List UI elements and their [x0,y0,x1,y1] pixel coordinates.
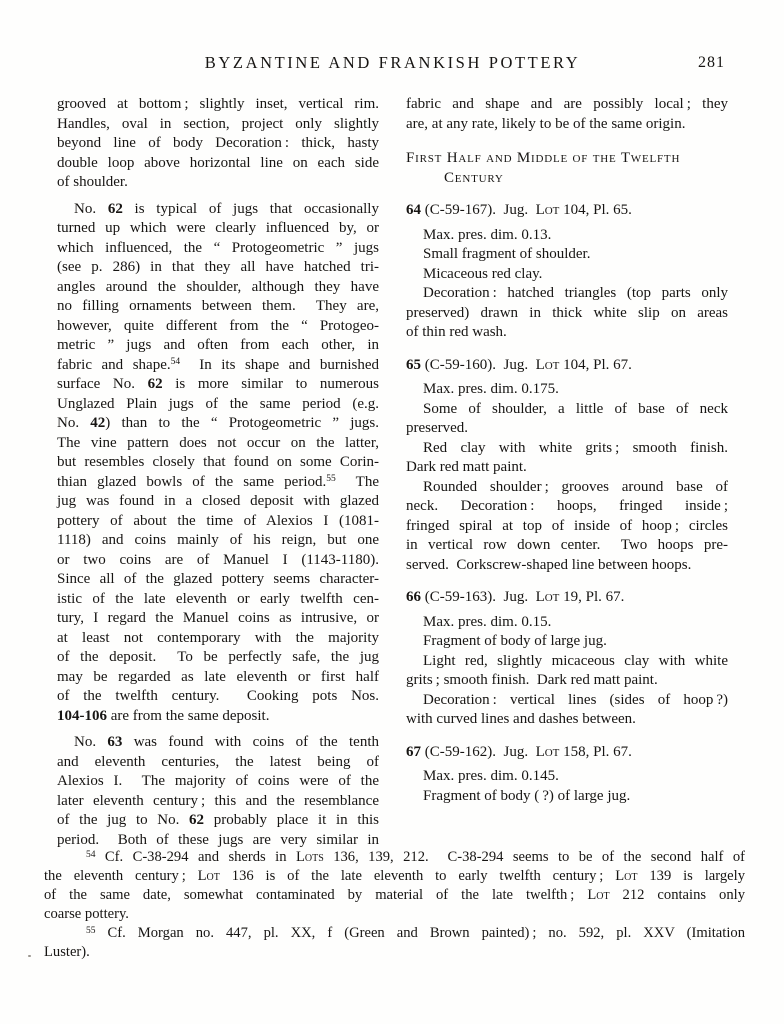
text-line: coarse pottery. [44,906,129,922]
catalog-entry [406,588,728,730]
text-line: of the twelfth century. Cooking pots Nos. [57,688,379,704]
text-line: Max. pres. dim. 0.13. [423,226,552,243]
paragraph [406,284,728,343]
paragraph [406,380,728,400]
text-line: beyond line of body Decoration : thick, hasty [57,135,379,151]
section-heading [406,149,728,188]
text-line: in vertical row down center. Two hoops pre- [406,537,728,553]
catalog-entry-heading: 67 (C-59-162). Jug. Lot 158, Pl. 67. [406,743,632,760]
text-line: and eleventh centuries, the latest being of [57,753,379,770]
text-line: Red clay with white grits ; smooth finish. [423,439,728,456]
paragraph [406,632,728,652]
text-line: preserved) drawn in thick white slip on areas [406,304,728,321]
text-line: Since all of the glazed pottery seems character- [57,571,379,587]
scan-artifact [28,955,31,957]
text-line: surface No. 62 is more similar to numerous [57,376,380,392]
text-line: Max. pres. dim. 0.175. [423,381,559,397]
text-line: with curved lines and dashes between. [406,711,636,727]
paragraph [406,478,728,576]
text-line: $^{55}$ Cf. Morgan no. 447, pl. XX, f (Green and Brown painted) ; no. 592, pl. XXV (Imitation [86,925,745,941]
paragraph [406,245,728,265]
text-line: Decoration : vertical lines (sides of hoop ?) [423,691,728,708]
text-line: turned up which were clearly influenced by, or [57,220,379,236]
text-line: Handles, oval in section, project only slightly [57,115,379,132]
catalog-entry [406,743,728,807]
paragraph [406,226,728,246]
text-line: which influenced, the “ Protogeometric ” jugs [57,239,379,256]
footnote [44,848,745,924]
text-line: Rounded shoulder ; grooves around base of [423,478,728,495]
text-line: preserved. [406,420,469,436]
paragraph [57,200,379,727]
text-line: tury, I regard the Manuel coins as intrusive, or [57,610,379,626]
paragraph [406,95,728,134]
paragraph [406,400,728,439]
paragraph [406,691,728,730]
page-header [57,53,728,73]
text-line: but resembles closely that found on some Corin- [57,454,379,470]
running-head: BYZANTINE AND FRANKISH POTTERY [204,53,581,72]
text-line: of the deposit. To be perfectly safe, the jug [57,649,379,665]
text-line: No. 62 is typical of jugs that occasionally [74,200,379,217]
text-line: Alexios I. The majority of coins were of the [57,773,379,789]
text-line: no filling ornaments between them. They are, [57,298,379,314]
text-line: grits ; smooth finish. Dark red matt paint. [406,672,658,688]
right-column [406,95,728,850]
text-line: $^{54}$ Cf. C-38-294 and sherds in Lots 136, 139, 212. C-38-294 seems to be of the second half of [86,849,745,865]
text-line: Micaceous red clay. [423,265,543,282]
text-line: Unglazed Plain jugs of the same period (e.g. [57,395,379,412]
paragraph [406,439,728,478]
text-line: jug was found in a closed deposit with glazed [57,493,379,509]
text-line: Some of shoulder, a little of base of neck [423,400,728,417]
footnote [44,924,745,962]
text-line: angles around the shoulder, although they have [57,278,379,295]
text-line: No. 63 was found with coins of the tenth [74,734,379,750]
text-line: are, at any rate, likely to be of the same origin. [406,115,686,132]
text-line: the eleventh century ; Lot 136 is of the late eleventh to early twelfth century ; Lot 139 is largely [44,868,745,884]
text-line: or two coins are of Manuel I (1143-1180). [57,551,379,568]
paragraph [406,652,728,691]
text-line: fabric and shape and are possibly local ; they [406,96,728,112]
section-heading-line: Century [444,169,504,186]
text-line: neck. Decoration : hoops, fringed inside ; [406,498,728,514]
text-line: Fragment of body ( ?) of large jug. [423,787,631,804]
text-line: of the same date, somewhat contaminated by material of the late twelfth ; Lot 212 contains only [44,887,745,903]
text-line: later eleventh century ; this and the resemblance [57,792,379,809]
paragraph [57,95,379,193]
text-line: 1118) and coins mainly of his reign, but one [57,532,379,548]
text-line: Light red, slightly micaceous clay with white [423,652,728,669]
text-line: 104-106 are from the same deposit. [57,707,270,724]
section-heading-line: First Half and Middle of the Twelfth [406,150,681,166]
catalog-entry-heading: 65 (C-59-160). Jug. Lot 104, Pl. 67. [406,356,632,373]
text-line: double loop above horizontal line on each side [57,154,379,171]
text-line: pottery of about the time of Alexios I (1081- [57,512,379,529]
paragraph [57,733,379,850]
text-line: Dark red matt paint. [406,459,527,475]
text-line: Small fragment of shoulder. [423,246,591,262]
text-line: The vine pattern does not occur on the latter, [57,434,379,451]
paragraph [406,767,728,787]
text-line: grooved at bottom ; slightly inset, vertical rim. [57,96,379,112]
text-line: metric ” jugs and often from each other, in [57,337,379,353]
paragraph [406,787,728,807]
text-line: Luster). [44,944,90,960]
text-line: period. Both of these jugs are very similar in [57,831,379,848]
catalog-entry-heading: 64 (C-59-167). Jug. Lot 104, Pl. 65. [406,202,632,218]
text-line: Max. pres. dim. 0.145. [423,768,559,784]
text-line: (see p. 286) in that they all have hatched tri- [57,259,379,275]
text-line: may be regarded as late eleventh or first half [57,668,379,685]
page-number: 281 [698,54,725,71]
footnotes-section [44,848,745,962]
text-line: served. Corkscrew-shaped line between hoops. [406,556,692,573]
catalog-entry [406,356,728,576]
text-line: Fragment of body of large jug. [423,633,607,649]
catalog-entry [406,201,728,343]
text-line: No. 42) than to the “ Protogeometric ” jugs. [57,415,379,431]
text-line: at least not contemporary with the majority [57,629,379,646]
catalog-entry-heading: 66 (C-59-163). Jug. Lot 19, Pl. 67. [406,589,625,605]
text-line: Max. pres. dim. 0.15. [423,613,552,630]
text-line: of thin red wash. [406,324,507,340]
paragraph [406,265,728,285]
text-line: Decoration : hatched triangles (top parts only [423,285,728,301]
text-line: fabric and shape.$^{54}$ In its shape and burnished [57,356,379,373]
left-column [57,95,379,850]
text-line: of the jug to No. 62 probably place it in this [57,812,379,828]
paragraph [406,613,728,633]
text-columns [57,95,728,850]
text-line: thian glazed bowls of the same period.$^{55}$ The [57,473,379,490]
text-line: of shoulder. [57,174,128,190]
text-line: fringed spiral at top of inside of hoop ; circles [406,517,728,534]
text-line: however, quite different from the “ Protogeo- [57,317,379,334]
text-line: istic of the late eleventh or early twelfth cen- [57,590,379,607]
